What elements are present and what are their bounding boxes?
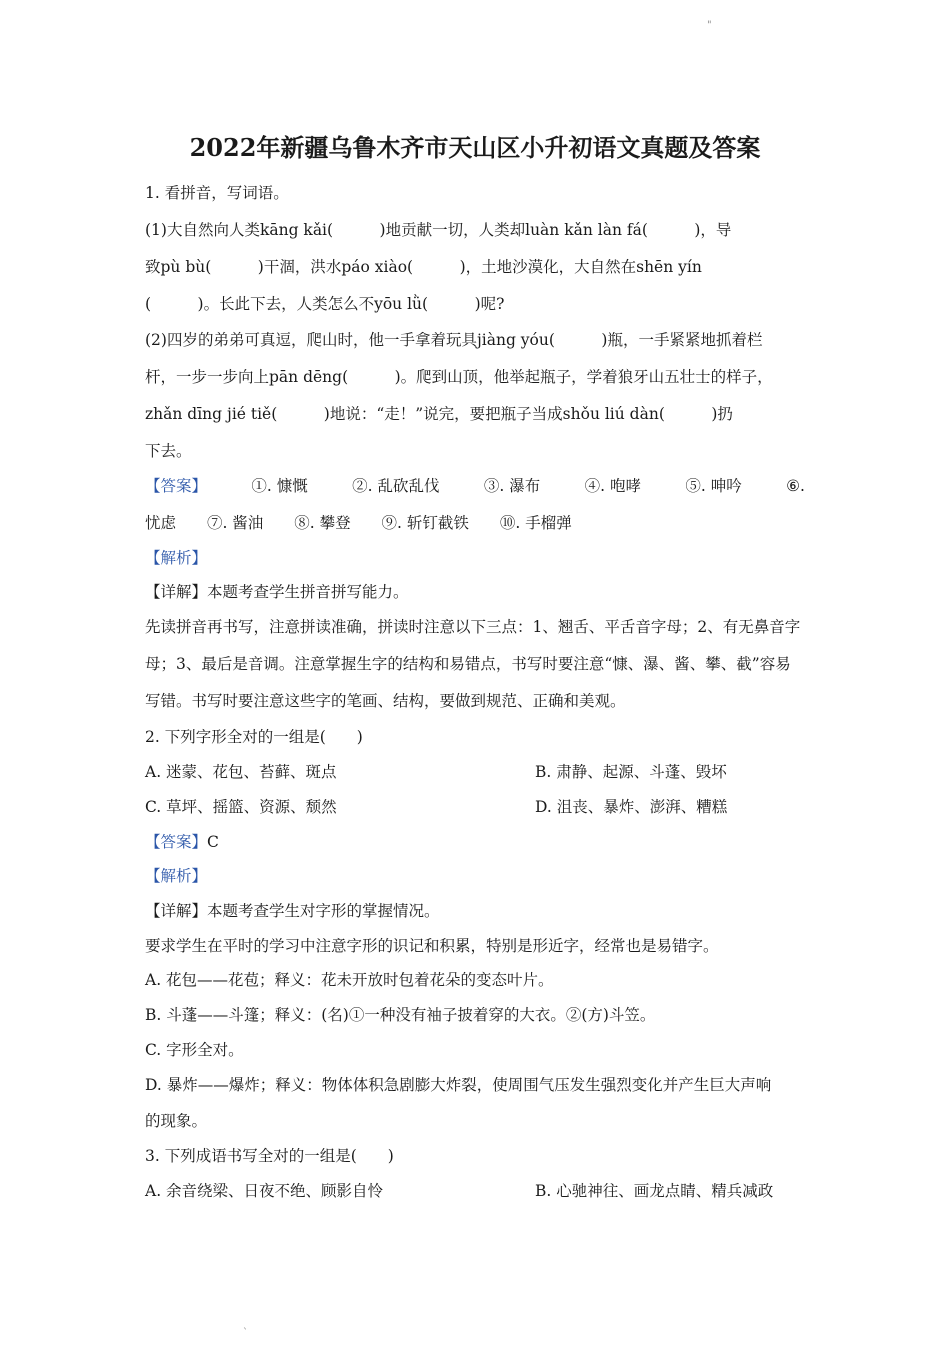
page-mark: " xyxy=(707,20,712,31)
q1-p1-line2: 致pù bù( )干涸，洪水páo xiào( )，土地沙漠化，大自然在shēn yín xyxy=(145,258,702,276)
page-title: 2022年新疆乌鲁木齐市天山区小升初语文真题及答案 xyxy=(189,133,761,162)
detail-line: 【详解】本题考查学生拼音拼写能力。 xyxy=(145,583,409,601)
q2-option-d: D. 沮丧、暴炸、澎湃、糟糕 xyxy=(535,798,728,816)
answer-item: ⑦. 酱油 xyxy=(206,514,264,532)
q2-option-a: A. 迷蒙、花包、苔藓、斑点 xyxy=(145,763,337,781)
q1-p2-line4: 下去。 xyxy=(145,442,192,460)
explanation-line: 要求学生在平时的学习中注意字形的识记和积累，特别是形近字，经常也是易错字。 xyxy=(145,937,719,955)
answer-label: 【答案】 xyxy=(145,833,208,851)
q2-option-b: B. 肃静、起源、斗蓬、毁坏 xyxy=(535,763,727,781)
q2-heading: 2. 下列字形全对的一组是( ) xyxy=(145,728,363,746)
q3-option-a: A. 余音绕梁、日夜不绝、顾影自怜 xyxy=(145,1182,384,1200)
q1-heading: 1. 看拼音，写词语。 xyxy=(145,184,289,202)
q2-answer xyxy=(145,832,219,852)
explanation-line: 先读拼音再书写，注意拼读准确，拼读时注意以下三点：1、翘舌、平舌音字母；2、有无鼻音字 xyxy=(145,618,801,636)
explanation-c: C. 字形全对。 xyxy=(145,1041,244,1059)
explanation-d-cont: 的现象。 xyxy=(145,1112,208,1130)
answer-item: ⑧. 攀登 xyxy=(294,514,351,532)
explanation-d: D. 暴炸——爆炸；释义：物体体积急剧膨大炸裂，使周围气压发生强烈变化并产生巨大声响 xyxy=(145,1076,772,1094)
answer-item: ⑤. 呻吟 xyxy=(685,477,742,495)
detail-line: 【详解】本题考查学生对字形的掌握情况。 xyxy=(145,902,440,920)
answer-item: ⑩. 手榴弹 xyxy=(499,514,572,532)
q1-p2-line3: zhǎn dīng jié tiě( )地说：“走！”说完，要把瓶子当成shǒu liú dàn( )扔 xyxy=(145,405,733,423)
q1-p1-line1: (1)大自然向人类kāng kǎi( )地贡献一切，人类却luàn kǎn làn fá( )，导 xyxy=(145,221,732,239)
q1-p1-line3: ( )。长此下去，人类怎么不yōu lǜ( )呢? xyxy=(145,295,505,313)
answer-label: 【答案】 xyxy=(145,477,208,495)
q2-option-c: C. 草坪、摇篮、资源、颓然 xyxy=(145,798,337,816)
explanation-line: 母；3、最后是音调。注意掌握生字的结构和易错点，书写时要注意“慷、瀑、酱、攀、截”容易 xyxy=(145,655,791,673)
answer-item: ⑥. xyxy=(786,477,805,495)
answer-item: 忧虑 xyxy=(145,514,177,532)
q3-option-b: B. 心驰神往、画龙点睛、精兵减政 xyxy=(535,1182,774,1200)
answer-item: ③. 瀑布 xyxy=(483,477,541,495)
explanation-a: A. 花包——花苞；释义：花未开放时包着花朵的变态叶片。 xyxy=(145,971,554,989)
answer-item: ①. 慷慨 xyxy=(251,477,308,495)
q3-heading: 3. 下列成语书写全对的一组是( ) xyxy=(145,1147,394,1165)
analysis-label: 【解析】 xyxy=(145,867,208,885)
page-mark: ` xyxy=(243,1328,248,1339)
answer-item: ⑨. 斩钉截铁 xyxy=(381,514,469,532)
analysis-label: 【解析】 xyxy=(145,549,208,567)
q1-answer-row2 xyxy=(145,513,572,533)
answer-item: ②. 乱砍乱伐 xyxy=(352,477,440,495)
explanation-b: B. 斗蓬——斗篷；释义：(名)①一种没有袖子披着穿的大衣。②(方)斗笠。 xyxy=(145,1006,656,1024)
q1-answer-row xyxy=(145,476,805,496)
explanation-line: 写错。书写时要注意这些字的笔画、结构，要做到规范、正确和美观。 xyxy=(145,692,626,710)
answer-item: ④. 咆哮 xyxy=(584,477,642,495)
q1-p2-line2: 杆，一步一步向上pān dēng( )。爬到山顶，他举起瓶子，学着狼牙山五壮士的样子， xyxy=(145,368,773,386)
q1-p2-line1: (2)四岁的弟弟可真逗，爬山时，他一手拿着玩具jiàng yóu( )瓶，一手紧紧地抓着栏 xyxy=(145,331,763,349)
answer-value: C xyxy=(207,833,219,851)
